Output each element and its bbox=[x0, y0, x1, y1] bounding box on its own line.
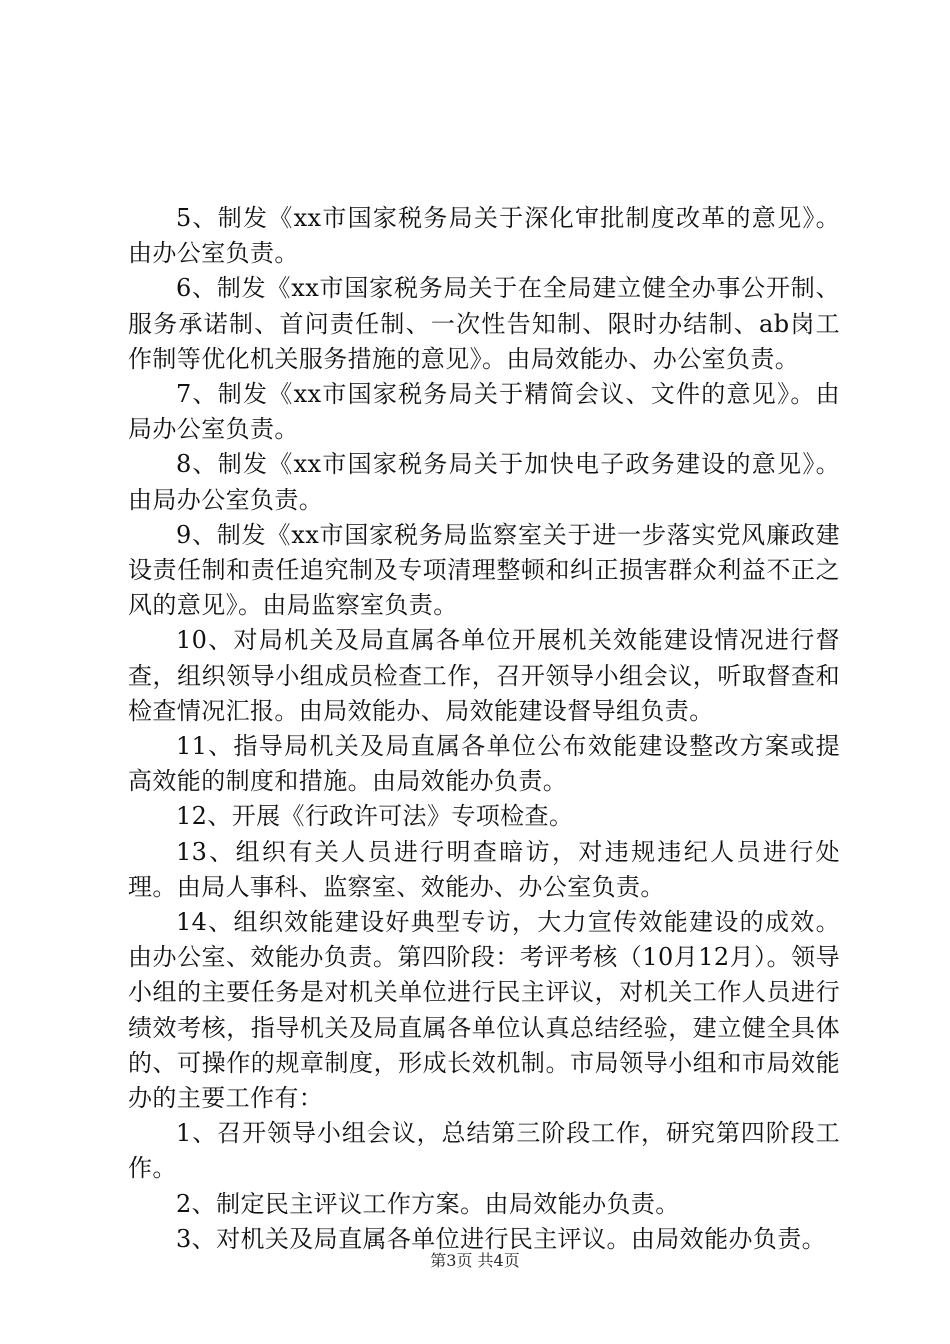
paragraph-item-13: 13、组织有关人员进行明查暗访，对违规违纪人员进行处理。由局人事科、监察室、效能办、办公室负责。 bbox=[128, 837, 840, 901]
paragraph-item-8: 8、制发《xx市国家税务局关于加快电子政务建设的意见》。由局办公室负责。 bbox=[128, 450, 840, 514]
paragraph-stage4-item-1: 1、召开领导小组会议，总结第三阶段工作，研究第四阶段工作。 bbox=[128, 1119, 840, 1183]
paragraph-item-6: 6、制发《xx市国家税务局关于在全局建立健全办事公开制、服务承诺制、首问责任制、一次性告知制、限时办结制、ab岗工作制等优化机关服务措施的意见》。由局效能办、办公室负责。 bbox=[128, 274, 840, 373]
paragraph-item-14: 14、组织效能建设好典型专访，大力宣传效能建设的成效。由办公室、效能办负责。第四阶段：考评考核（10月12月）。领导小组的主要任务是对机关单位进行民主评议，对机关工作人员进行绩效考核，指导机关及局直属各单位认真总结经验，建立健全具体的、可操作的规章制度，形成长效机制。市局领导小组和市局效能办的主要工作有： bbox=[128, 908, 840, 1113]
paragraph-item-7: 7、制发《xx市国家税务局关于精简会议、文件的意见》。由局办公室负责。 bbox=[128, 380, 840, 444]
paragraph-item-5: 5、制发《xx市国家税务局关于深化审批制度改革的意见》。由办公室负责。 bbox=[128, 204, 840, 268]
paragraph-stage4-item-2: 2、制定民主评议工作方案。由局效能办负责。 bbox=[176, 1189, 680, 1218]
paragraph-item-12: 12、开展《行政许可法》专项检查。 bbox=[176, 802, 574, 831]
paragraph-item-10: 10、对局机关及局直属各单位开展机关效能建设情况进行督查，组织领导小组成员检查工作，召开领导小组会议，听取督查和检查情况汇报。由局效能办、局效能建设督导组负责。 bbox=[128, 626, 840, 725]
paragraph-item-9: 9、制发《xx市国家税务局监察室关于进一步落实党风廉政建设责任制和责任追究制及专项清理整顿和纠正损害群众利益不正之风的意见》。由局监察室负责。 bbox=[128, 520, 840, 620]
document-body bbox=[128, 201, 840, 1257]
paragraph-item-11: 11、指导局机关及局直属各单位公布效能建设整改方案或提高效能的制度和措施。由局效能办负责。 bbox=[128, 732, 840, 796]
paragraph-stage4-item-3: 3、对机关及局直属各单位进行民主评议。由局效能办负责。 bbox=[176, 1224, 827, 1253]
page-number-footer: 第3页 共4页 bbox=[430, 1251, 520, 1270]
